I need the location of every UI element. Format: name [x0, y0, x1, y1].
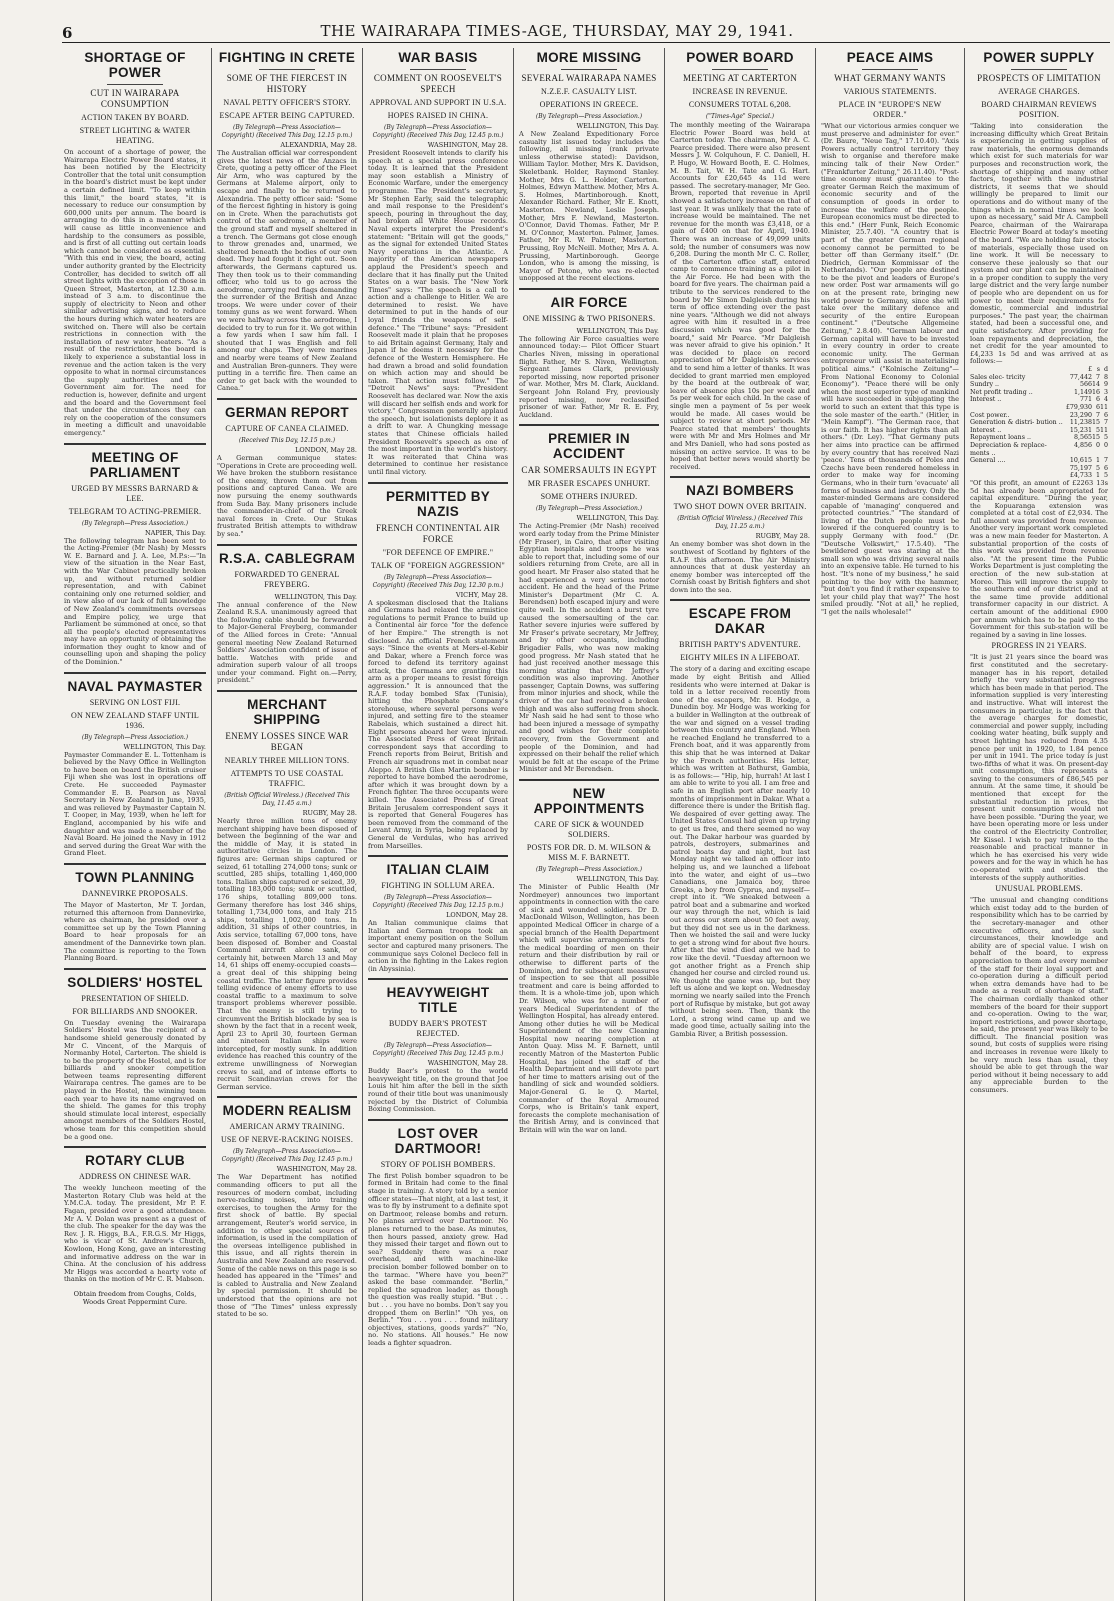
table-row — [970, 427, 1108, 435]
byline: (By Telegraph—Press Association—Copyright) (Received This Day, 12.45 p.m.) — [221, 1148, 353, 1164]
headline: SOLDIERS' HOSTEL — [67, 974, 203, 990]
table-cell: 77,442 — [1069, 373, 1092, 381]
table-cell: Interest .. — [970, 396, 1002, 404]
table-header-cell: d — [1103, 366, 1108, 373]
headline: PREMIER IN ACCIDENT — [548, 431, 630, 462]
article-rotary-club — [64, 1153, 206, 1284]
headline: NEW APPOINTMENTS — [533, 786, 645, 816]
subhead: COMMENT ON ROOSEVELT'S SPEECH — [373, 73, 503, 94]
subhead: APPROVAL AND SUPPORT IN U.S.A. — [369, 98, 507, 107]
subhead: CARE OF SICK & WOUNDED SOLDIERS. — [534, 820, 644, 839]
table-cell: 1 — [1095, 457, 1100, 465]
article-body: An enemy bomber was shot down in the southwest of Scotland by fighters of the R.A.F. this afternoon. The Air Ministry announces that at dusk yesterday an enemy bomber was intercepted off the Cornish coast by British fighters and shot down into the sea. — [670, 540, 810, 594]
article-town-planning — [64, 870, 206, 963]
article-body: A New Zealand Expeditionary Force casualty list issued today includes the following, all missing (rank private unless otherwise stated): Davidson, William Taylor. Mother, Mrs K. Davidson, Skeletbank. Holder, Raymond Stanley. Mother, Mrs G. L. Holder, Carterton. Holmes, Edwyn Matthew. Mother, Mrs A. S. Holmes, Martinborough. Knott, Alexander Richard. Father, Mr E. Knott, Masterton. Newland, Leslie Joseph. Mother, Mrs F. Newland, Masterton. O'Connor, David Thomas. Father, Mr P. M. O'Connor, Masterton. Palmer, James. Father, Mr R. W. Palmer, Masterton. Prussing, Roy McNeill. Mother, Mrs A. A. Prussing, Martinborough. George London, who is among the missing, is Mayor of Petone, who was re-elected unopposed at the recent elections. — [519, 130, 659, 283]
subhead: NAVAL PETTY OFFICER'S STORY. — [223, 98, 351, 107]
byline: (By Telegraph—Press Association.) — [535, 113, 643, 120]
article-body: "Of this profit, an amount of £2263 13s 5d has already been appropriated for capital expenditure. "During the year, the Kopuaranga extension was completed at a total cost of £2,934. The full amount was provided from revenue. Another very important work completed was a new main feeder for Masterton. A substantial proportion of the costs of this work was provided from revenue also. "At the present time the Public Works Department is just completing the erection of the new sub-station at Moreo. This will improve the supply to the southern end of our district and at the same time provide additional transformer capacity in our district. A certain amount of the additional £900 per annum which has to be paid to the Government for this sub-station will be regained by a saving in line losses. — [970, 478, 1108, 639]
table-cell: 10,615 — [1069, 457, 1092, 465]
table-header-row — [970, 366, 1108, 374]
table-header-cell — [970, 366, 1066, 374]
subhead: MEETING AT CARTERTON — [682, 73, 798, 83]
article-body: Paymaster Commander E. L. Tottenham is believed by the Navy Office in Wellington to have been on board the British cruiser Fiji when she was lost in operations off Crete. He succeeded Paymaster Commander E. B. Pearson as Naval Secretary in New Zealand in June, 1935, and was relieved by Paymaster Captain N. T. Cooper, in May, 1939, when he left for England, accompanied by his wife and daughter and was made a member of the Naval Board. He joined the Navy in 1912 and served during the Great War with the Grand Fleet. — [64, 750, 206, 858]
article-body: An Italian communique claims that Italian and German troops took an important enemy position on the Sollum sector and captured many prisoners. The communique says Colonel Decleco fell in action in the fighting in the Lakes region (in Abyssinia). — [368, 919, 508, 973]
subhead: FRENCH CONTINENTAL AIR FORCE — [375, 522, 501, 544]
subhead: DANNEVIRKE PROPOSALS. — [82, 888, 188, 898]
subhead: STREET LIGHTING & WATER HEATING. — [79, 126, 191, 145]
subhead: TWO SHOT DOWN OVER BRITAIN. — [673, 502, 807, 512]
subhead: URGED BY MESSRS BARNARD & LEE. — [71, 483, 199, 503]
subhead: PROGRESS IN 21 YEARS. — [991, 641, 1087, 651]
article-body: The first Polish bomber squadron to be formed in Britain had come to the final stage in training. A story told by a senior officer states—That night, at a last test, it was to fly by instrument to a definite spot on Dartmoor, release bombs and return. No planes arrived over Dartmoor. No planes returned to the base. As minutes, then hours passed, anxiety grew. Had they missed their target and flown out to sea? Suddenly there was a roar overhead, and with machine-like precision bomber followed bomber on to the tarmac. "Where have you been?" asked the base commander. "Berlin," replied the squadron leader, as though the question was really stupid. "But . . . but . . . you have no bombs. Don't say you dropped them on Berlin!" "Oh yes, on Berlin." "You . . . you . . . found military objectives, stations, goods yards?" "No, no. No stations. All houses." He now leads a fighter squadron. — [368, 1171, 508, 1347]
table-cell: 1,149 — [1073, 388, 1092, 396]
headline: MODERN REALISM — [222, 1103, 352, 1119]
article-body: The story of a daring and exciting escape made by eight British and Allied residents who were interned at Dakar is told in a letter received recently from one of the escapers, Mr. B. Hodge, a Dunedin boy. Mr Hodge was working for a builder in Wellington at the outbreak of the war and signed on a vessel trading between this country and England. When he reached England he transferred to a French boat, and it was apparently from this ship that he was interned at Dakar by the French authorities. His letter, which was written at Bathurst, Gambia, is as follows:— "Hip, hip, hurrah! At last I am able to write to you all. I am free and safe in an English port after nearly 10 months of imprisonment in Dakar. What a difference there is under the British flag. We despaired of ever getting away. The United States Consul had given up trying to get us free, and there seemed no way out. The Dakar harbour was guarded by patrols, destroyers, submarines and patrol boats day and night, but last Monday night we talked an officer into helping us, and we launched a lifeboat into the water, and eight of us—two Canadians, one Jamaica boy, three Greeks, a boy from Cyprus, and myself—crept into it. "We sneaked between a patrol boat and a submarine and worked our way through the net, which is laid out across our stern about 50 feet away, but they did not see us in the darkness. Then we hoisted the sail and were lucky to get a strong wind for about five hours. After that the wind died and we had to row like the devil. "Tuesday afternoon we got another fright as a French ship changed her course and circled round us. We thought the game was up, but they left us alone and we kept on. Wednesday morning we nearly sailed into the French port of Rufisque by mistake, but got away without being seen. Then, thank the Lord, a strong wind came up and we made good time, actually sailing into the Gambia River, a British possession. — [670, 665, 810, 1038]
subhead: WHAT GERMANY WANTS — [834, 73, 946, 83]
subhead: AVERAGE CHARGES. — [998, 87, 1080, 96]
table-cell: 9 — [1103, 381, 1108, 389]
headline: ROTARY CLUB — [85, 1153, 185, 1169]
article-permitted-by-nazis — [368, 489, 508, 851]
table-cell: 8,565 — [1073, 434, 1092, 442]
table-cell: 0 — [1095, 441, 1100, 449]
table-cell: £79,930 — [1065, 403, 1092, 411]
dateline: WELLINGTON, This Day. — [576, 514, 659, 523]
subhead: MR FRASER ESCAPES UNHURT. — [527, 479, 651, 489]
byline: (By Telegraph—Press Association.) — [535, 505, 643, 513]
article-fighting-in-crete — [217, 50, 357, 393]
subhead: FORWARDED TO GENERAL FREYBERG. — [234, 569, 340, 589]
article-italian-claim — [368, 862, 508, 973]
article-body: The monthly meeting of the Wairarapa Electric Power Board was held at Carterton today. The chairman, Mr A. C. Pearce presided. There were also present Messrs J. W. Colquhoun, F. C. Daniell, H. P. Hugo, W. Howard Booth, E. C. Holmes, M. B. Tait, W. H. Tate and G. Hart. Accounts for £20,645 4s 11d were passed. The secretary-manager, Mr Geo. Brown, reported that revenue in April showed a satisfactory increase on that of last year. It was unlikely that the rate of increase would be maintained. The net revenue for the month was £3,418, or a gain of £400 on that for April, 1940. There was an increase of 49,099 units sold; the number of consumers was now 6,208. During the month Mr C. C. Roller, of the Carterton office staff, entered camp to commence training as a pilot in the Air Force. He had been with the board for five years. The chairman paid a tribute to the services rendered to the board by Mr Simon Dalgleish during his term of office extending over the past nine years. "Although we did not always agree with him it resulted in a free discussion which was good for the board," said Mr Pearce. "Mr Dalgleish was never afraid to give his opinion." It was decided to place on record appreciation of Mr Dalgleish's services and to send him a letter of thanks. It was decided to grant married men employed by the board at the outbreak of war, leave of absence plus 10s per week and 5s per week for each child. In the case of single men a payment of 5s per week would be made. All cases would be subject to review at short periods. Mr Pearce stated that members' thoughts were with Mr and Mrs Holmes and Mr and Mrs Daniell, who had sons posted as missing on active service. It was to be hoped that better news would shortly be received. — [670, 121, 810, 471]
subhead: PLACE IN "EUROPE'S NEW ORDER." — [838, 100, 942, 119]
table-cell: 566 — [1079, 381, 1092, 389]
byline: (Received This Day, 12.15 p.m.) — [238, 437, 336, 444]
subhead: ESCAPE AFTER BEING CAPTURED. — [219, 111, 355, 120]
dateline: VICHY, May 28. — [455, 590, 508, 599]
article-modern-realism — [217, 1103, 357, 1318]
article-soldiers-hostel — [64, 975, 206, 1142]
table-row — [970, 434, 1108, 442]
advertisement: Obtain freedom from Coughs, Colds, Woods Great Peppermint Cure. — [73, 1289, 197, 1306]
subhead: STORY OF POLISH BOMBERS. — [380, 1159, 496, 1169]
table-cell: 5 — [1103, 434, 1108, 442]
dateline: WELLINGTON, This Day. — [576, 326, 659, 335]
dateline: ALEXANDRIA, May 28. — [280, 141, 357, 149]
headline: PEACE AIMS — [846, 50, 934, 65]
table-cell: 7 — [1103, 419, 1108, 427]
article-more-missing — [519, 50, 659, 283]
table-cell — [970, 465, 1066, 473]
article-rsa-cablegram — [217, 551, 357, 686]
article-body: "The unusual and changing conditions which exist today add to the burden of responsibility which has to be carried by the secretary-manager and other executive officers, and in such circumstances, their knowledge and ability are of special value. I wish on behalf of the board, to express appreciation to them and every member of the staff for their loyal support and co-operation during a difficult period when extra demands have had to be made as a result of shortage of staff." The chairman cordially thanked other members of the board for their support and co-operation. Owing to the war, import restrictions, and power shortage, he said, the present year was likely to be difficult. The financial position was sound, but costs of supplies were rising and increases in revenue were likely to be very much less than usual, they should be able to get through the war period without it being necessary to add any appreciable burden to the consumers. — [970, 896, 1108, 1095]
article-body: On account of a shortage of power, the Wairarapa Electric Power Board states, it has been notified by the Electricity Controller that the total unit consumption in the board's district must be kept under a certain defined limit. "To keep within this limit," the board states, "it is necessary to reduce our consumption by 600,000 units per annum. The board is arranging to do this in a manner which will cause as little inconvenience and hardship to the consumers as possible, and is first of all cutting out certain loads which cannot be considered as essential. "With this end in view, the board, acting under authority granted by the Electricity Controller, has decided to switch off all street lights with the exception of those in Queen Street, Masterton, at 12.30 a.m. instead of 3 a.m. to discontinue the supply of electricity to Neon and other similar advertising signs, and to reduce the hours during which water heaters are switched on. There will also be certain restrictions in connection with the installation of new water heaters. "As a result of the restrictions, the board is likely to experience a substantial loss in revenue and the action taken is the very opposite to what in normal circumstances the supply authorities and the Government aim for. The need for reduction is, however, definite and urgent and the board and the Government feel that under the circumstances they can rely on the cooperation of the consumers in meeting a difficult and unavoidable emergency." — [64, 148, 206, 437]
subhead: ATTEMPTS TO USE COASTAL TRAFFIC. — [230, 769, 344, 789]
subhead: BRITISH PARTY'S ADVENTURE. — [679, 640, 801, 650]
subhead: CONSUMERS TOTAL 6,208. — [688, 100, 792, 109]
article-body: President Roosevelt intends to clarify his speech at a special press conference today. It is learned that the President may soon establish a Ministry of Economic Warfare, under the emergency programme. The President's secretary, Mr Stephen Early, said the telegraphic and mail response to the President's speech, pouring in throughout the day, had broken all White House records. Naval experts interpret the President's statement: "Britain will get the goods," as the signal for extended United States Navy operations in the Atlantic. A majority of the American newspapers applaud the President's speech and declare that it has finally put the United States on a war basis. The "New York Times" says: "The speech is a call to action and a challenge to Hitler. We are determined to resist. We have determined to put in the hands of our loyal friends the weapons of self-defence." The "Tribune" says: "President Roosevelt made it plain that he proposes to aid Britain against Germany, Italy and Japan if he deems it necessary for the defence of the Western Hemisphere. He had drawn a broad and solid foundation on which action may and should be taken. That action must follow." The "Detroit News" says: "President Roosevelt has declared war. Now the axis will discard her selfish ends and work for victory." Congressmen generally applaud the speech, but isolationists deplore it as a drift to war. A Chungking message states that Chinese officials hailed President Roosevelt's speech as one of the most important in the world's history. It was reiterated that China was determined to continue her resistance until final victory. — [368, 149, 508, 476]
headline: HEAVYWEIGHT TITLE — [386, 985, 490, 1016]
table-cell: Repayment loans .. — [970, 434, 1031, 442]
article-body: The Australian official war correspondent gives the latest news of the Anzacs in Crete, quoting a petty officer of the Fleet Air Arm, who was captured by the Germans at Maleme airport, only to escape and finally to be returned to Alexandria. The petty officer said: "Some of the fiercest fighting in history is going on in Crete. When the parachutists got control of the aerodrome, a member of the ground staff and myself sheltered in a trench. The Germans got close enough to throw grenades and, unarmed, we sheltered beneath the bodies of our own dead. They had fought it right out. Soon afterwards, the Germans captured us. They then took us to their commanding officer, who told us to go across the aerodrome, carrying red flags demanding the surrender of the British and Anzac troops. We were under cover of their tommy guns as we went forward. When we were halfway across the aerodrome, I decided to try to run for it. We got within a few yards when I saw him fall. I shouted that I was English and fell among our chaps. They were marines and nearby were teams of New Zealand and Australian Bren-gunners. They were putting in a terrific fire. Then came an order to get back with the wounded to Canea." — [217, 149, 357, 393]
table-cell: 7 — [1095, 411, 1100, 419]
byline: (By Telegraph—Press Association—Copyright) (Received This Day, 12.45 p.m.) — [372, 1042, 504, 1058]
article-body: The Mayor of Masterton, Mr T. Jordan, returned this afternoon from Dannevirke, where as chairman, he presided over a committee set up by the Town Planning Board to hear proposals for an amendment of the Dannevirke town plan. The committee is reporting to the Town Planning Board. — [64, 900, 206, 963]
byline: (By Telegraph—Press Association—Copyright) (Received This Day, 12.15 p.m.) — [221, 124, 353, 139]
table-row — [970, 465, 1108, 473]
subhead: SEVERAL WAIRARAPA NAMES — [521, 73, 657, 83]
table-cell: 14 — [1091, 381, 1100, 389]
article-meeting-of-parliament — [64, 450, 206, 667]
column-rule — [815, 48, 816, 1601]
column-4 — [515, 48, 663, 1601]
article-premier-in-accident — [519, 431, 659, 774]
subhead: PRESENTATION OF SHIELD. — [81, 993, 189, 1003]
subhead: BOARD CHAIRMAN REVIEWS POSITION. — [981, 100, 1097, 119]
byline: (By Telegraph—Press Association.) — [81, 519, 189, 527]
subhead: CUT IN WAIRARAPA CONSUMPTION — [90, 88, 180, 109]
subhead: PROSPECTS OF LIMITATION — [977, 73, 1101, 83]
subhead: BUDDY BAER'S PROTEST REJECTED. — [388, 1019, 488, 1039]
table-cell: Generation & distri- bution .. — [970, 419, 1063, 427]
byline: ("Times-Age" Special.) — [705, 113, 775, 120]
dateline: RUGBY, May 28. — [302, 809, 357, 818]
table-row — [970, 412, 1108, 420]
byline: (By Telegraph—Press Association—Copyright) (Received This Day, 12.15 p.m.) — [372, 894, 504, 910]
table-cell: 11 — [1099, 403, 1108, 411]
article-power-board — [670, 50, 810, 471]
table-cell: 23,290 — [1069, 411, 1092, 419]
masthead — [0, 0, 1114, 40]
table-cell: Net profit trading .. — [970, 388, 1033, 396]
headline: GERMAN REPORT — [225, 405, 349, 420]
headline: NAVAL PAYMASTER — [67, 678, 203, 694]
subhead: ACTION TAKEN BY BOARD. — [81, 113, 189, 122]
table-cell: 5 — [1095, 426, 1100, 434]
newspaper-title: THE WAIRARAPA TIMES-AGE, THURSDAY, MAY 29, 1941. — [320, 22, 794, 40]
table-cell: 0 — [1103, 441, 1108, 449]
subhead: POSTS FOR DR. D. M. WILSON & MISS M. F. BARNETT. — [526, 843, 652, 862]
subhead: ONE MISSING & TWO PRISONERS. — [522, 313, 656, 323]
table-cell: 6 — [1095, 396, 1100, 404]
column-3 — [364, 48, 512, 1601]
headline: AIR FORCE — [550, 294, 628, 310]
subhead: ON NEW ZEALAND STAFF UNTIL 1936. — [71, 710, 199, 730]
table-cell: 5 — [1103, 472, 1108, 480]
table-cell: 8 — [1103, 373, 1108, 381]
subhead: INCREASE IN REVENUE. — [692, 87, 788, 96]
table-row — [970, 389, 1108, 397]
headline: TOWN PLANNING — [75, 869, 195, 885]
table-cell: Depreciation & replace- ments .. — [970, 441, 1047, 457]
article-body: The Acting-Premier (Mr Nash) received word early today from the Prime Minister (Mr Fraser), in Cairo, that after visiting Egyptian hospitals and troops he was able to report that, including some of our soldiers returning from Crete, are all in good heart. Mr Fraser also stated that he had experienced a very serious motor accident. He and the head of the Prime Minister's Department (Mr C. A. Berendsen) both escaped injury and were quite well. In the accident a burst tyre caused the somersaulting of the car. Rather severe injuries were suffered by Mr Fraser's private secretary, Mr Jeffrey, and by other occupants, including Brigadier Falls, who was now making good progress. Mr Nash stated that he had just received another message this morning stating that Mr Jeffrey's condition was also improving. Another passenger, Captain Downs, was suffering from minor injuries and shock, while the driver of the car had received a broken thigh and was also suffering from shock. Mr Nash said he had sent to those who had been injured a message of sympathy and good wishes for their complete recovery, from the Government and people of the Dominion, and had expressed on their behalf the relief which would be felt at the escape of the Prime Minister and Mr Berendsen. — [519, 522, 659, 774]
article-body: Buddy Baer's protest to the world heavyweight title, on the ground that Joe Louis hit him after the bell in the sixth round of their title bout was unanimously rejected by the District of Columbia Boxing Commission. — [368, 1067, 508, 1114]
article-new-appointments — [519, 786, 659, 1135]
headline: ITALIAN CLAIM — [386, 862, 490, 878]
column-rule — [664, 48, 665, 1601]
byline: (By Telegraph—Press Association—Copyright) (Received This Day, 12.45 p.m.) — [372, 124, 504, 139]
dateline: LONDON, May 28. — [295, 446, 357, 454]
column-rule — [964, 48, 965, 1601]
table-cell: 15,231 — [1069, 426, 1092, 434]
column-rule — [513, 48, 514, 1601]
table-cell: 4 — [1103, 396, 1108, 404]
table-cell: 6 — [1095, 403, 1100, 411]
headline: SHORTAGE OF POWER — [84, 50, 186, 80]
table-cell: 7 — [1103, 457, 1108, 465]
masthead-rule — [62, 42, 1110, 43]
article-body: "It is just 21 years since the board was first constituted and the secretary-manager has in his report, detailed briefly the very substantial progress which has been made in that period. The information supplied is very interesting and instructive. What will interest the consumers in particular, is the fact that the average charges for domestic, commercial and power supply, including cooking water heating, bulk supply and street lighting has reduced from 4.35 pence per unit in 1920, to 1.84 pence per unit in 1941. The price today is just two-fifths of what it was. On present-day unit consumption, this represents a saving to the consumers of £86,545 per annum. At the same time, it should be mentioned that except for the substantial reduction in prices, the present unit consumption would not have been possible. "During the year, we have been operating more or less under the control of the Electricity Controller, Mr Kissel. I wish to pay tribute to the reasonable and practical manner in which he has exercised his very wide powers and for the way in which he has co-operated with and studied the interests of the supply authorities. — [970, 653, 1108, 882]
column-1 — [60, 48, 210, 1601]
subhead: FIGHTING IN SOLLUM AREA. — [381, 881, 495, 891]
headline: POWER BOARD — [686, 50, 794, 65]
article-body: On Tuesday evening the Wairarapa Soldiers' Hostel was the recipient of a handsome shield generously donated by Mr C. Vincent, of the Marquis of Normanby Hotel, Carterton. The shield is to be the property of the Hostel, and is for billiards and snooker competition between teams representing different Wairarapa centres. The games are to be played in the Hostel, the winning team each year to have its name engraved on the shield. The games for this trophy should stimulate local interest, especially amongst members of the Soldiers Hostel, whose team for this competition should be a good one. — [64, 1018, 206, 1141]
headline: PERMITTED BY NAZIS — [385, 488, 491, 519]
headline: POWER SUPPLY — [983, 50, 1095, 65]
table-row — [970, 381, 1108, 389]
article-body: A spokesman disclosed that the Italians and Germans had relaxed the armistice regulations to permit France to build up a Continental air force "for the defence of her Empire." The strength is not disclosed. An official French statement says: "Since the events at Mers-el-Kebir and Dakar, where a French force was forced to defend its territory against attack, the Germans are granting this arm as a proper means to resist foreign aggression." It is announced that the R.A.F. today bombed Sfax (Tunisia), hitting the Phosphate Company's storehouse, where several persons were injured, and setting fire to the steamer Rabelais, which sustained a direct hit. Eight persons aboard her were injured. The Associated Press of Great Britain correspondent says that according to French reports from Beirut, British and French air squadrons met in combat near Aleppo. A British Glen Martin bomber is reported to have bombed the aerodrome, after which it was brought down by a French fighter. The three occupants were killed. The Associated Press of Great Britain Jerusalem correspondent says it is reported that General Fougeres has been removed from the command of the Levant Army, in Syria, being replaced by General de Verdulas, who has arrived from Marseilles. — [368, 598, 508, 850]
table-cell — [970, 404, 1066, 412]
article-body: A German communique states: "Operations in Crete are proceeding well. We have broken the stubborn resistance of the enemy, thrown them out from positions and captured Canea. We are now pursuing the enemy southwards from Suda Bay. Many prisoners include the commander-in-chief of the Greek naval forces in Crete. Our Stukas frustrated British attempts to withdraw by sea." — [217, 454, 357, 538]
subhead: CAR SOMERSAULTS IN EGYPT — [521, 465, 657, 476]
dateline: WASHINGTON, May 28. — [427, 1059, 508, 1068]
table-row — [970, 396, 1108, 404]
subhead: FOR BILLIARDS AND SNOOKER. — [72, 1006, 198, 1016]
byline: (By Telegraph—Press Association.) — [81, 733, 189, 741]
dateline: WELLINGTON, This Day. — [576, 875, 659, 883]
article-body: "Taking into consideration the increasing difficulty which Great Britain is experiencing in getting supplies of raw materials, the enormous demands which exist for such materials for war purposes and reconstruction work, the shortage of shipping and many other factors, together with the industrial districts, it seems that we should willingly be prepared to limit our operations and do without many of the things which in normal times we look upon as necessary," said Mr A. Campbell Pearce, chairman of the Wairarapa Electric Power Board at today's meeting of the board. "We are holding fair stocks of materials, especially those used on line work. It will be necessary to conserve these jealously so that our system and our plant can be maintained in a proper condition to supply the very large district and the very large number of people who are dependent on us for power to meet their requirements for domestic, commercial and industrial purposes." The past year, the chairman stated, had been a successful one, and quite satisfactory. After providing for loan repayments and depreciation, the net credit for the year amounted to £4,233 1s 5d and was arrived at as follows:— — [970, 122, 1108, 366]
table-row — [970, 419, 1108, 427]
headline: FIGHTING IN CRETE — [218, 50, 356, 65]
column-7 — [966, 48, 1112, 1601]
byline: (British Official Wireless.) (Received This Day, 11.25 a.m.) — [677, 515, 803, 531]
dateline: WELLINGTON, This Day. — [576, 122, 659, 130]
byline: (By Telegraph—Press Association.) — [535, 866, 643, 873]
dateline: WASHINGTON, May 28. — [427, 141, 508, 149]
subhead: SERVING ON LOST FIJI. — [89, 697, 181, 707]
byline: (British Official Wireless.) (Received This Day, 11.45 a.m.) — [224, 792, 350, 808]
financial-statement-table — [970, 366, 1108, 480]
article-body: The War Department has notified commanding officers to put all the resources of modern combat, including nerve-racking noises, into training exercises, to toughen the Army for the first shock of battle. By special arrangement, Reuter's world service, in addition to other special sources of information, is used in the compilation of the overseas intelligence published in this issue, and all rights therein in Australia and New Zealand are reserved. Some of the cable news on this page is so headed has appeared in the "Times" and is cabled to Australia and New Zealand by special permission. It should be understood that the opinions are not those of "The Times" unless expressly stated to be so. — [217, 1173, 357, 1319]
dateline: LONDON, May 28. — [446, 911, 508, 920]
article-merchant-shipping — [217, 697, 357, 1091]
subhead: SOME OTHERS INJURED. — [540, 492, 638, 502]
subhead: TELEGRAM TO ACTING-PREMIER. — [68, 506, 202, 516]
article-lost-over-dartmoor — [368, 1126, 508, 1348]
column-2 — [213, 48, 361, 1601]
dateline: NAPIER, This Day. — [144, 528, 206, 537]
headline: MERCHANT SHIPPING — [247, 697, 327, 728]
subhead: AMERICAN ARMY TRAINING. — [229, 1122, 345, 1132]
table-row — [970, 404, 1108, 412]
subhead: SOME OF THE FIERCEST IN HISTORY — [226, 73, 348, 94]
table-cell: Cost power.. — [970, 411, 1010, 419]
table-row — [970, 442, 1108, 457]
subhead: N.Z.E.F. CASUALTY LIST. — [541, 87, 637, 96]
article-naval-paymaster — [64, 679, 206, 858]
subhead: ADDRESS ON CHINESE WAR. — [78, 1172, 192, 1182]
dateline: WELLINGTON, This Day. — [274, 592, 357, 601]
table-cell: Sales elec- tricity — [970, 373, 1026, 381]
article-german-report — [217, 405, 357, 539]
column-rule — [211, 48, 212, 1601]
table-cell: 771 — [1079, 396, 1092, 404]
article-heavyweight-title — [368, 985, 508, 1114]
table-header-cell: £ — [1087, 366, 1092, 373]
table-cell: 5 — [1095, 464, 1100, 472]
subhead: VARIOUS STATEMENTS. — [843, 87, 937, 96]
table-cell: 6 — [1103, 411, 1108, 419]
table-cell: General .... — [970, 457, 1006, 465]
headline: R.S.A. CABLEGRAM — [218, 550, 356, 566]
table-cell: Interest .. — [970, 426, 1002, 434]
article-air-force — [519, 295, 659, 420]
table-cell: 3 — [1103, 388, 1108, 396]
table-cell: 1 — [1095, 472, 1100, 480]
article-body: The following Air Force casualties were announced today:— Pilot Officer Stuart Charles Niven, missing in operational flight. Father, Mr S. Niven, Wellington. Sergeant James Clark, previously reported missing, now reported prisoner of war. Mother, Mrs M. Clark, Auckland. Sergeant John Roland Fry, previously reported missing, now reclassified prisoner of war. Father, Mr R. E. Fry, Auckland. — [519, 334, 659, 419]
dateline: WELLINGTON, This Day. — [123, 742, 206, 751]
table-cell: 11,238 — [1069, 419, 1092, 427]
page-number: 6 — [62, 24, 73, 42]
table-cell: 6 — [1103, 464, 1108, 472]
headline: LOST OVER DARTMOOR! — [394, 1125, 482, 1156]
subhead: CAPTURE OF CANEA CLAIMED. — [225, 424, 349, 433]
article-war-basis — [368, 50, 508, 477]
table-row — [970, 374, 1108, 382]
table-cell: Sundry .. — [970, 381, 1000, 389]
subhead: ENEMY LOSSES SINCE WAR BEGAN — [225, 731, 349, 753]
table-cell: 7 — [1095, 373, 1100, 381]
table-body — [970, 374, 1108, 480]
table-cell: 15 — [1091, 434, 1100, 442]
headline: ESCAPE FROM DAKAR — [688, 606, 792, 637]
table-row — [970, 457, 1108, 465]
column-5 — [666, 48, 814, 1601]
article-body: The following telegram has been sent to the Acting-Premier (Mr Nash) by Messrs W. E. Barnard and J. A. Lee, M.P.s:—"In view of the situation in the Near East, with the War Cabinet practically broken up, and without returned soldier representation, and with Cabinet containing only one returned soldier, and in view also of our lack of full knowledge of New Zealand's commitments overseas and Empire policy, we urge that Parliament be summoned at once, so that all the people's elected representatives may have an opportunity of obtaining the information they ought to know and of counselling upon and shaping the policy of the Dominion." — [64, 536, 206, 667]
table-cell: 16 — [1091, 388, 1100, 396]
byline: (By Telegraph—Press Association—Copyright) (Received This Day, 12.30 p.m.) — [372, 573, 504, 589]
headline: WAR BASIS — [398, 50, 478, 65]
table-header-cell: s — [1096, 366, 1100, 373]
table-cell: 4,856 — [1073, 441, 1092, 449]
headline: MEETING OF PARLIAMENT — [89, 449, 181, 480]
subhead: HOPES RAISED IN CHINA. — [387, 111, 489, 120]
article-peace-aims — [821, 50, 959, 617]
subhead: TALK OF "FOREIGN AGGRESSION" — [371, 560, 505, 570]
article-escape-from-dakar — [670, 606, 810, 1038]
article-body: The Minister of Public Health (Mr Nordmeyer) announces two important appointments in connection with the care of sick and wounded soldiers. Dr D. MacDonald Wilson, Wellington, has been appointed Medical Officer in charge of a special branch of the Health Department which will supervise arrangements for the medical boarding of men on their return and their distribution by rail or otherwise to different parts of the Dominion, and for subsequent measures of inspection to see that all possible treatment and care is being afforded to them. It is a whole-time job, upon which Dr. Wilson, who was for a number of years Medical Superintendent of the Wellington Hospital, has already entered. Among other duties he will be Medical Superintendent of the new Cleaning Hospital now nearing completion at Anton Quay. Miss M. F. Barnett, until recently Matron of the Masterton Public Hospital, has joined the staff of the Health Department and will devote part of her time to matters arising out of the handling of sick and wounded soldiers. Major-General G. le Q. Martel, commander of the Royal Armoured Corps, who is Britain's tank expert, forecasts the complete mechanisation of the British Army, and is convinced that Britain will win the war on land. — [519, 883, 659, 1134]
column-6 — [817, 48, 963, 1601]
headline: NAZI BOMBERS — [686, 483, 794, 499]
article-body: "What our victorious armies conquer we must preserve and administer for ever." (Dr. Baure, "Neue Tag," 17.10.40). "Axis Powers actually control territory they wish to organise and therefore make mincing talk of their New Order." ("Frankfurter Zeitung," 26.11.40). "Post-time economy must guarantee to the greater German Reich the maximum of economic security and of the consumption of goods in order to increase the welfare of the people. European economics must be directed to this end." (Herr Funk, Reich Economic Minister, 25.7.40). "A country that is part of the greater German regional economy cannot be permitted to be better off than Germany itself." (Dr. Diedrich, German Kommissar of the Netherlands). "Our people are destined to be the pivot and leaders of Europe's new order. Post war armaments will go on at the present rate, bringing new world power to Germany, since she will take over the military defence and security of the entire European continent." ("Deutsche Allgemeine Zeitung," 2.8.40). "German labour and German capital will have to be invested in every country in order to create economic unity. The German entrepreneur will assist in materialising political aims." ("Kolnische Zeitung"—From National Economy to Colonial Economy"). "Peace there will be only when the most superior type of mankind will have succeeded in subjugating the world to such an extent that this type is the sole master of the earth." (Hitler, in "Mein Kampf"). "The German race, that is our faith. It has higher rights than all others." (Dr. Ley). "That Germany puts her aims into practice can be affirmed by every country that has received Nazi 'peace.' Tens of thousands of Poles and Czechs have been rendered homeless in order to make way for incoming Germans, who in their turn 'evacuate' all forms of business and industry. Only the master-minded Germans are considered capable of 'managing' conquered and protected countries." "The standard of living of the Dutch people must be lowered if the conquered country is to supply Germany with food." (Dr. "Deutsche Volkswirt," 17.5.40). "The bewildered guest was staring at the small son who was driving several nails into an expensive table. He turned to his host. "It's none of my business," he said pointing to the boy with the hammer, "but don't you find it rather expensive to let your child play that way?" The host smiled proudly. "Not at all," he replied, "I get the nails wholesale!" — [821, 122, 959, 616]
subhead: EIGHTY MILES IN A LIFEBOAT. — [680, 653, 800, 663]
article-body: Nearly three million tons of enemy merchant shipping have been disposed of between the beginning of the war and the middle of May, it is stated in authoritative circles in London. The figures are: German ships captured or seized, 61 totalling 274,000 tons; sunk or scuttled, 285 ships, totalling 1,460,000 tons. Italian ships captured or seized, 39, totalling 183,000 tons; sunk or scuttled, 176 ships, totalling 809,000 tons. Germany therefore has lost 346 ships, totalling 1,734,000 tons, and Italy 215 ships, totalling 1,002,000 tons. In addition, 31 ships of other countries, in Axis service, totalling 67,000 tons, have been disposed of. Bomber and Coastal Command aircraft alone sank, or certainly hit, between March 13 and May 14, 61 ships off enemy-occupied coasts—a great deal of this shipping being coastal traffic. The latter figure provides telling evidence of enemy efforts to use coastal traffic to a maximum to solve transport problems wherever possible. That the enemy is still trying to circumvent the British blockade by sea is shown by the fact that in a recent week, April 23 to April 30, fourteen German and nineteen Italian ships were intercepted, for mostly sunk. In addition evidence has reached this country of the extreme unwillingness of Norwegian crews to sail, and of intense efforts to recruit Scandinavian crews for the German service. — [217, 817, 357, 1091]
table-cell: £4,733 — [1069, 472, 1092, 480]
subhead: "FOR DEFENCE OF EMPIRE." — [382, 547, 494, 557]
dateline: WASHINGTON, May 28. — [276, 1165, 357, 1174]
article-body: The weekly luncheon meeting of the Masterton Rotary Club was held at the Y.M.C.A. today. The president, Mr P. F. Fagan, presided over a good attendance. Mr A. V. Dolan was present as a guest of the club. The speaker for the day was the Rev. J. R. Higgs, B.A., F.R.G.S. Mr Higgs, who is vicar of St. Andrew's Church, Kowloon, Hong Kong, gave an interesting and informative address on the war in China. At the conclusion of his address Mr Higgs was accorded a hearty vote of thanks on the motion of Mr C. R. Mabson. — [64, 1184, 206, 1284]
article-body: The annual conference of the New Zealand R.S.A. unanimously agreed that the following cable should be forwarded to Major-General Freyberg, commander of the Allied forces in Crete: "Annual general meeting New Zealand Returned Soldiers' Association confident of issue of battle. Watches with pride and admiration superb valour of all troops under your command. Fight on.—Perry, president." — [217, 600, 357, 685]
subhead: UNUSUAL PROBLEMS. — [995, 884, 1083, 894]
article-power-supply — [970, 50, 1108, 1095]
table-cell: 15 — [1091, 419, 1100, 427]
column-rule — [362, 48, 363, 1601]
subhead: USE OF NERVE-RACKING NOISES. — [220, 1135, 354, 1145]
headline: MORE MISSING — [536, 50, 642, 65]
dateline: RUGBY, May 28. — [755, 532, 810, 541]
subhead: NEARLY THREE MILLION TONS. — [224, 756, 350, 766]
article-nazi-bombers — [670, 483, 810, 594]
table-cell: 11 — [1099, 426, 1108, 434]
article-shortage-of-power — [64, 50, 206, 438]
subhead: OPERATIONS IN GREECE. — [539, 100, 639, 109]
table-cell: 75,197 — [1069, 464, 1092, 472]
